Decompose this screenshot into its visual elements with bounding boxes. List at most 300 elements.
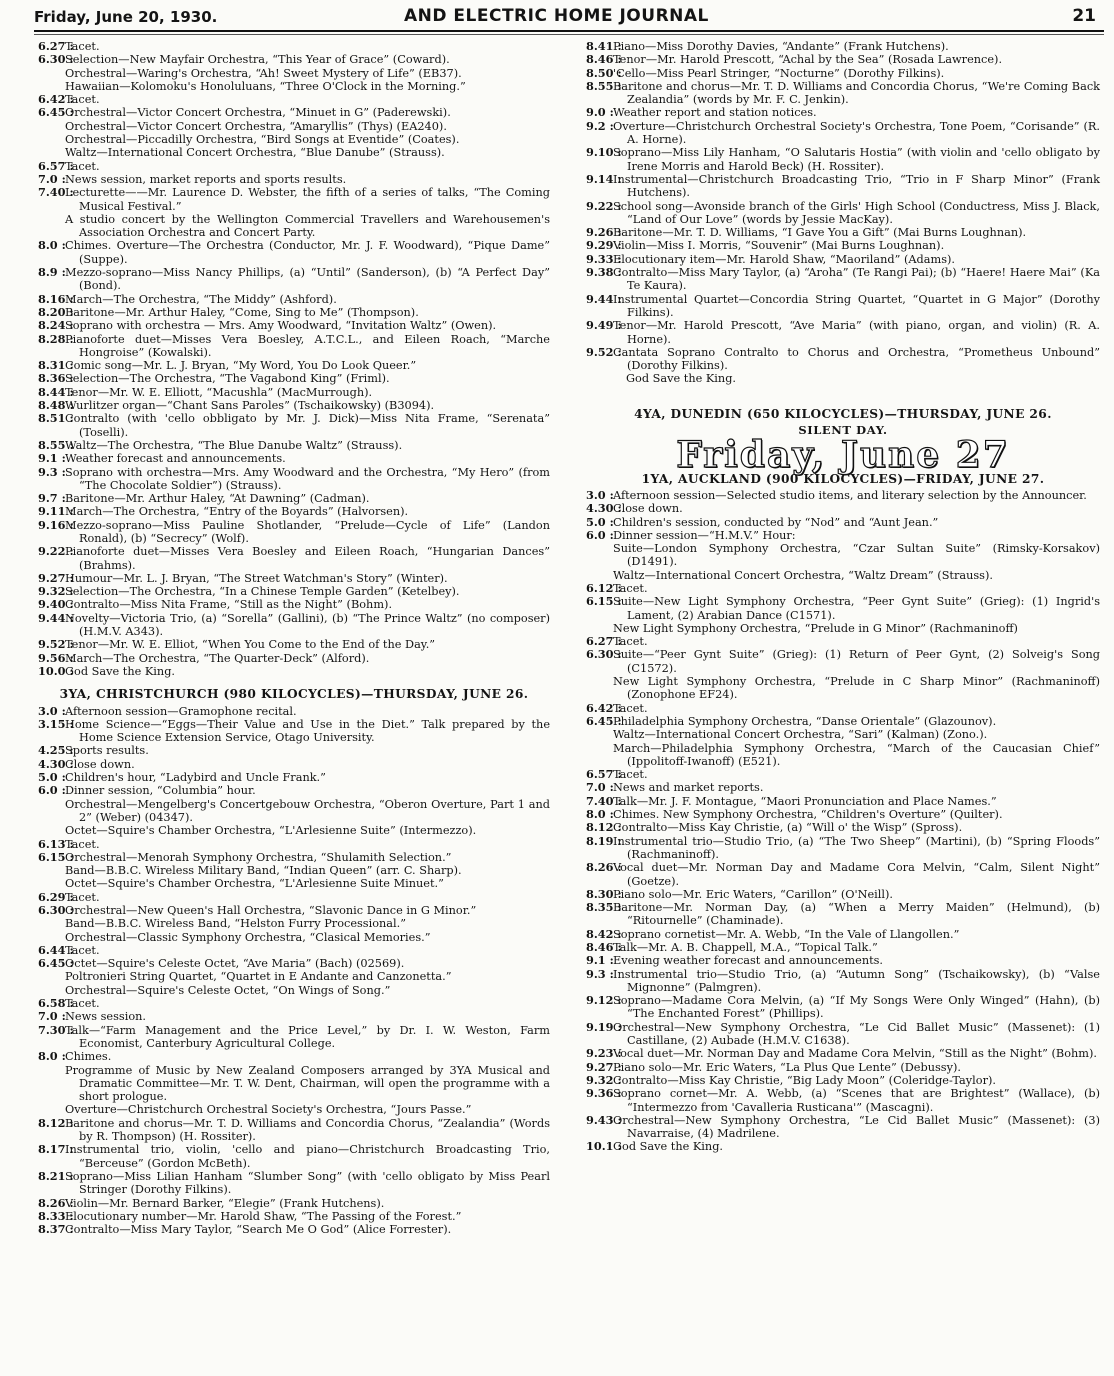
program-entry bbox=[38, 505, 550, 518]
1ya-heading: 1YA, AUCKLAND (900 KILOCYCLES)—FRIDAY, JUNE 27. bbox=[641, 471, 1045, 486]
entry-time: 9.36 : bbox=[586, 1086, 622, 1101]
entry-time: 9.22 : bbox=[38, 544, 74, 559]
god-save-the-king: God Save the King. bbox=[626, 372, 737, 386]
entry-time: 3.0 : bbox=[38, 703, 66, 718]
entry-text: Orchestral—New Symphony Orchestra, “Le Cid Ballet Music” (Massenet): (3) Navarraise, (4) Madrilene. bbox=[613, 1113, 1100, 1141]
entry-time: 6.0 : bbox=[586, 527, 614, 542]
entry-text: Orchestral—Victor Concert Orchestra, “Amaryllis” (Thys) (EA240). bbox=[65, 119, 447, 133]
entry-time: 8.41 : bbox=[586, 39, 622, 53]
entry-text: Evening weather forecast and announcements. bbox=[613, 954, 884, 968]
entry-time: 8.21 : bbox=[38, 1168, 74, 1183]
entry-time: 8.12 : bbox=[38, 1115, 74, 1130]
program-entry bbox=[586, 595, 1100, 635]
entry-time: 6.15 : bbox=[38, 849, 74, 864]
entry-text: Waltz—International Concert Orchestra, “Blue Danube” (Strauss). bbox=[65, 146, 445, 160]
entry-text: Contralto—Miss Kay Christie, (a) “Will o' the Wisp” (Spross). bbox=[613, 821, 963, 835]
program-entry bbox=[38, 1210, 550, 1223]
program-entry bbox=[586, 781, 1100, 794]
entry-text: Selection—New Mayfair Orchestra, “This Year of Grace” (Coward). bbox=[65, 53, 450, 67]
entry-text: Tacet. bbox=[613, 581, 648, 595]
entry-time: 9.14 : bbox=[586, 171, 622, 186]
entry-text: Mezzo-soprano—Miss Pauline Shotlander, “Prelude—Cycle of Life” (Landon Ronald), (b) “Secrecy” (Wolf). bbox=[65, 518, 550, 545]
entry-text: Instrumental trio, violin, 'cello and piano—Christchurch Broadcasting Trio, “Berceuse” (Gordon McBeth). bbox=[65, 1143, 550, 1170]
program-entry bbox=[586, 266, 1100, 293]
entry-text: Violin—Mr. Bernard Barker, “Elegie” (Frank Hutchens). bbox=[65, 1196, 385, 1210]
entry-text: Dinner session, “Columbia” hour. bbox=[65, 784, 256, 798]
entry-time: 9.52 : bbox=[38, 637, 74, 652]
entry-time: 8.46 : bbox=[586, 940, 622, 954]
entry-time: 5.0 : bbox=[38, 770, 66, 785]
entry-time: 9.32 : bbox=[586, 1072, 622, 1087]
entry-text: Piano—Miss Dorothy Davies, “Andante” (Frank Hutchens). bbox=[613, 40, 949, 53]
entry-text: Overture—Christchurch Orchestral Society's Orchestra, Tone Poem, “Corisande” (R. A. Horne). bbox=[613, 119, 1100, 147]
entry-text: Chimes. New Symphony Orchestra, “Children's Overture” (Quilter). bbox=[613, 808, 1003, 822]
program-entry bbox=[586, 888, 1100, 901]
entry-text: Afternoon session—Selected studio items, and literary selection by the Announcer. bbox=[613, 488, 1087, 502]
entry-text: Elocutionary number—Mr. Harold Shaw, “The Passing of the Forest.” bbox=[65, 1209, 462, 1223]
entry-text: Tacet. bbox=[613, 768, 648, 782]
entry-text: Baritone—Mr. Arthur Haley, “Come, Sing to Me” (Thompson). bbox=[65, 305, 419, 319]
entry-text: Orchestral—Piccadilly Orchestra, “Bird Songs at Eventide” (Coates). bbox=[65, 133, 460, 147]
program-entry bbox=[586, 1047, 1100, 1060]
entry-text: Close down. bbox=[613, 502, 683, 516]
3ya-program bbox=[38, 705, 550, 1237]
entry-text: Octet—Squire's Chamber Orchestra, “L'Arlesienne Suite Minuet.” bbox=[65, 877, 444, 891]
header-date: Friday, June 20, 1930. bbox=[34, 8, 218, 26]
entry-text: Pianoforte duet—Misses Vera Boesley, A.T.C.L., and Eileen Roach, “Marche Hongroise” (Kowalski). bbox=[65, 332, 550, 359]
entry-time: 6.45 : bbox=[38, 956, 74, 971]
entry-time: 8.28 : bbox=[38, 331, 74, 346]
program-entry bbox=[586, 941, 1100, 954]
entry-time: 6.30 : bbox=[38, 903, 74, 917]
entry-text: Talk—“Farm Management and the Price Level,” by Dr. I. W. Weston, Farm Economist, Canterbury Agricultural College. bbox=[65, 1023, 550, 1050]
entry-text: Tacet. bbox=[65, 943, 100, 957]
program-entry bbox=[586, 968, 1100, 995]
program-entry bbox=[586, 901, 1100, 928]
entry-text: Talk—Mr. J. F. Montague, “Maori Pronunciation and Place Names.” bbox=[613, 794, 997, 808]
entry-time: 8.0 : bbox=[586, 807, 614, 822]
program-entry bbox=[38, 40, 550, 53]
program-entry bbox=[38, 638, 550, 651]
entry-time: 9.43 : bbox=[586, 1112, 622, 1127]
entry-time: 6.57 : bbox=[586, 767, 622, 782]
program-entry bbox=[38, 466, 550, 493]
program-entry bbox=[38, 997, 550, 1010]
entry-time: 9.27 : bbox=[38, 570, 74, 585]
program-entry bbox=[586, 1087, 1100, 1114]
entry-text: Octet—Squire's Celeste Octet, “Ave Maria” (Bach) (02569). bbox=[65, 957, 405, 971]
entry-text: News session, market reports and sports results. bbox=[65, 172, 347, 186]
entry-time: 9.38 : bbox=[586, 265, 622, 280]
entry-time: 9.1 : bbox=[38, 451, 66, 466]
program-entry bbox=[38, 1197, 550, 1210]
program-entry bbox=[38, 771, 550, 784]
program-entry bbox=[586, 489, 1100, 502]
entry-time: 8.37 : bbox=[38, 1222, 74, 1237]
page-header bbox=[34, 4, 1104, 32]
program-entry bbox=[586, 795, 1100, 808]
program-entry bbox=[586, 702, 1100, 715]
entry-text: Tacet. bbox=[65, 159, 100, 173]
program-entry bbox=[586, 53, 1100, 66]
entry-time: 9.44 : bbox=[38, 610, 74, 625]
entry-text: Close down. bbox=[65, 757, 135, 771]
entry-time: 6.45 : bbox=[38, 105, 74, 120]
program-entry bbox=[38, 1170, 550, 1197]
program-entry bbox=[586, 253, 1100, 266]
entry-time: 6.27 : bbox=[586, 634, 622, 649]
program-entry bbox=[586, 861, 1100, 888]
4ya-heading: 4YA, DUNEDIN (650 KILOCYCLES)—THURSDAY, JUNE 26. bbox=[634, 406, 1052, 421]
program-entry bbox=[586, 293, 1100, 320]
entry-time: 6.30 : bbox=[38, 52, 74, 67]
entry-text: Dinner session—“H.M.V.” Hour: bbox=[613, 528, 796, 542]
entry-text: Soprano—Miss Lily Hanham, “O Salutaris Hostia” (with violin and 'cello obligato by Irene Morris and Harold Beck) (H. Rossiter). bbox=[613, 146, 1100, 173]
entry-text: Children's session, conducted by “Nod” and “Aunt Jean.” bbox=[613, 515, 939, 529]
entry-time: 8.19 : bbox=[586, 833, 622, 848]
entry-text: Instrumental trio—Studio Trio, (a) “Autumn Song” (Tschaikowsky), (b) “Valse Mignonne” (Palmgren). bbox=[613, 967, 1100, 994]
entry-time: 8.0 : bbox=[38, 1049, 66, 1064]
program-entry bbox=[586, 319, 1100, 346]
entry-text: Orchestral—Waring's Orchestra, “Ah! Sweet Mystery of Life” (EB37). bbox=[65, 66, 462, 80]
program-entry bbox=[38, 545, 550, 572]
program-entry bbox=[586, 954, 1100, 967]
entry-text: News and market reports. bbox=[613, 781, 764, 795]
entry-time: 9.32 : bbox=[38, 584, 74, 599]
entry-text: Instrumental—Christchurch Broadcasting Trio, “Trio in F Sharp Minor” (Frank Hutchens). bbox=[613, 172, 1100, 200]
entry-text: Soprano cornet—Mr. A. Webb, (a) “Scenes that are Brightest” (Wallace), (b) “Intermezzo from 'Cavalleria Rusticana'” (Mascagni). bbox=[613, 1087, 1100, 1114]
entry-text: Lecturette——Mr. Laurence D. Webster, the fifth of a series of talks, “The Coming Musical Festival.” bbox=[65, 186, 550, 213]
entry-text: Baritone—Mr. Arthur Haley, “At Dawning” (Cadman). bbox=[65, 492, 370, 506]
entry-time: 9.56 : bbox=[38, 650, 74, 665]
entry-time: 8.17 : bbox=[38, 1142, 74, 1157]
entry-time: 10.1 : bbox=[586, 1139, 622, 1154]
entry-text: Tacet. bbox=[65, 997, 100, 1011]
entry-text: Weather report and station notices. bbox=[613, 106, 817, 120]
program-entry bbox=[38, 718, 550, 745]
entry-text: Programme of Music by New Zealand Composers arranged by 3YA Musical and Dramatic Committee—Mr. T. W. Dent, Chairman, will open the programme with a short prologue. bbox=[65, 1063, 550, 1104]
entry-text: Contralto—Miss Mary Taylor, “Search Me O God” (Alice Forrester). bbox=[65, 1223, 452, 1237]
entry-text: Violin—Miss I. Morris, “Souvenir” (Mai Burns Loughnan). bbox=[613, 239, 945, 253]
entry-text: Orchestral—Victor Concert Orchestra, “Minuet in G” (Paderewski). bbox=[65, 106, 451, 120]
program-entry bbox=[38, 106, 550, 159]
program-entry bbox=[586, 648, 1100, 701]
program-entry bbox=[38, 412, 550, 439]
entry-text: Sports results. bbox=[65, 744, 149, 758]
program-entry bbox=[38, 944, 550, 957]
program-entry bbox=[38, 838, 550, 851]
entry-text: Chimes. Overture—The Orchestra (Conductor, Mr. J. F. Woodward), “Pique Dame” (Suppe). bbox=[65, 239, 550, 266]
entry-text: Piano solo—Mr. Eric Waters, “Carillon” (O'Neill). bbox=[613, 887, 894, 901]
entry-text: Soprano—Madame Cora Melvin, (a) “If My Songs Were Only Winged” (Hahn), (b) “The Enchanted Forest” (Phillips). bbox=[613, 994, 1100, 1021]
entry-time: 6.13 : bbox=[38, 836, 74, 851]
program-entry bbox=[38, 333, 550, 360]
entry-text: Soprano with orchestra—Mrs. Amy Woodward and the Orchestra, “My Hero” (from “The Chocolate Soldier”) (Strauss). bbox=[65, 465, 550, 492]
program-entry bbox=[38, 386, 550, 399]
program-entry bbox=[586, 80, 1100, 107]
entry-time: 3.0 : bbox=[586, 487, 614, 502]
program-entry bbox=[38, 652, 550, 665]
entry-time: 6.42 : bbox=[586, 700, 622, 715]
entry-text: Piano solo—Mr. Eric Waters, “La Plus Que Lente” (Debussy). bbox=[613, 1060, 961, 1074]
entry-time: 6.44 : bbox=[38, 942, 74, 957]
entry-text: Waltz—The Orchestra, “The Blue Danube Waltz” (Strauss). bbox=[65, 438, 403, 452]
program-entry bbox=[38, 585, 550, 598]
entry-time: 7.0 : bbox=[38, 1009, 66, 1024]
entry-time: 9.1 : bbox=[586, 953, 614, 968]
entry-text: Tenor—Mr. Harold Prescott, “Achal by the Sea” (Rosada Lawrence). bbox=[613, 53, 1003, 67]
entry-time: 6.0 : bbox=[38, 783, 66, 798]
program-entry bbox=[38, 399, 550, 412]
program-entry bbox=[38, 306, 550, 319]
entry-text: Vocal duet—Mr. Norman Day and Madame Cora Melvin, “Still as the Night” (Bohm). bbox=[613, 1047, 1097, 1061]
header-rule bbox=[34, 34, 1104, 35]
entry-text: A studio concert by the Wellington Commercial Travellers and Warehousemen's Association Orchestra and Concert Party. bbox=[65, 212, 550, 240]
3ya-program-continued bbox=[586, 40, 1100, 372]
entry-text: New Light Symphony Orchestra, “Prelude in C Sharp Minor” (Rachmaninoff) (Zonophone EF24). bbox=[613, 675, 1100, 702]
entry-text: Octet—Squire's Chamber Orchestra, “L'Arlesienne Suite” (Intermezzo). bbox=[65, 824, 477, 838]
program-entry bbox=[38, 891, 550, 904]
program-entry bbox=[38, 784, 550, 837]
program-entry bbox=[586, 516, 1100, 529]
entry-time: 9.16 : bbox=[38, 517, 74, 532]
entry-time: 8.26 : bbox=[586, 860, 622, 875]
entry-text: Tacet. bbox=[613, 701, 648, 715]
entry-text: Pianoforte duet—Misses Vera Boesley and Eileen Roach, “Hungarian Dances” (Brahms). bbox=[65, 545, 550, 572]
friday-title: Friday, June 27 bbox=[676, 434, 1010, 477]
entry-text: Soprano cornetist—Mr. A. Webb, “In the Vale of Llangollen.” bbox=[613, 927, 960, 941]
entry-time: 9.29 : bbox=[586, 238, 622, 253]
entry-time: 8.26 : bbox=[38, 1195, 74, 1210]
entry-text: Tenor—Mr. W. E. Elliott, “Macushla” (MacMurrough). bbox=[65, 385, 373, 399]
program-entry bbox=[38, 1117, 550, 1144]
entry-time: 8.36 : bbox=[38, 371, 74, 386]
program-entry bbox=[38, 186, 550, 239]
entry-time: 6.30 : bbox=[586, 647, 622, 662]
entry-text: Orchestral—Mengelberg's Concertgebouw Orchestra, “Oberon Overture, Part 1 and 2” (Weber) (04347). bbox=[65, 797, 550, 824]
entry-text: Instrumental Quartet—Concordia String Quartet, “Quartet in G Major” (Dorothy Filkins). bbox=[613, 292, 1100, 319]
entry-text: Baritone and chorus—Mr. T. D. Williams and Concordia Chorus, “Zealandia” (Words by R. Thompson) (H. Rossiter). bbox=[65, 1116, 550, 1144]
program-entry bbox=[38, 1010, 550, 1023]
1ya-program bbox=[586, 489, 1100, 1154]
entry-time: 8.12 : bbox=[586, 820, 622, 835]
entry-time: 9.40 : bbox=[38, 597, 74, 612]
entry-text: Orchestral—New Symphony Orchestra, “Le Cid Ballet Music” (Massenet): (1) Castillane, (2) Aubade (H.M.V. C1638). bbox=[613, 1020, 1100, 1048]
program-entry bbox=[38, 1050, 550, 1116]
program-entry bbox=[38, 439, 550, 452]
program-entry bbox=[38, 492, 550, 505]
program-entry bbox=[586, 1114, 1100, 1141]
entry-time: 8.31 : bbox=[38, 358, 74, 373]
entry-time: 5.0 : bbox=[586, 514, 614, 529]
entry-text: Soprano—Miss Lilian Hanham “Slumber Song” (with 'cello obligato by Miss Pearl Stringer (Dorothy Filkins). bbox=[65, 1169, 550, 1197]
entry-time: 9.0 : bbox=[586, 105, 614, 120]
entry-time: 9.49 : bbox=[586, 318, 622, 333]
program-entry bbox=[38, 1143, 550, 1170]
entry-text: March—The Orchestra, “Entry of the Boyards” (Halvorsen). bbox=[65, 505, 409, 519]
2ya-program-continued bbox=[38, 40, 550, 678]
entry-time: 6.45 : bbox=[586, 713, 622, 728]
program-entry bbox=[38, 160, 550, 173]
entry-time: 10.0 : bbox=[38, 663, 74, 678]
program-entry bbox=[586, 346, 1100, 373]
program-entry bbox=[38, 359, 550, 372]
entry-time: 8.9 : bbox=[38, 265, 66, 280]
entry-text: Comic song—Mr. L. J. Bryan, “My Word, You Do Look Queer.” bbox=[65, 359, 417, 373]
entry-text: Tenor—Mr. W. E. Elliot, “When You Come to the End of the Day.” bbox=[65, 638, 436, 652]
entry-text: Vocal duet—Mr. Norman Day and Madame Cora Melvin, “Calm, Silent Night” (Goetze). bbox=[613, 861, 1100, 888]
entry-text: Instrumental trio—Studio Trio, (a) “The Two Sheep” (Martini), (b) “Spring Floods” (Rachmaninoff). bbox=[613, 834, 1100, 861]
entry-text: Elocutionary item—Mr. Harold Shaw, “Maoriland” (Adams). bbox=[613, 252, 955, 266]
program-entry bbox=[38, 519, 550, 546]
entry-time: 3.15 : bbox=[38, 716, 74, 731]
entry-text: Waltz—International Concert Orchestra, “Sari” (Kalman) (Zono.). bbox=[613, 728, 988, 742]
program-entry bbox=[38, 173, 550, 186]
program-entry bbox=[586, 120, 1100, 147]
entry-text: Tacet. bbox=[65, 890, 100, 904]
entry-time: 9.19 : bbox=[586, 1019, 622, 1034]
program-entry bbox=[38, 93, 550, 106]
entry-text: Contralto—Miss Mary Taylor, (a) “Aroha” (Te Rangi Pai); (b) “Haere! Haere Mai” (Ka Te Kaura). bbox=[613, 266, 1100, 293]
entry-time: 7.40 : bbox=[38, 185, 74, 200]
program-entry bbox=[586, 821, 1100, 834]
program-entry bbox=[38, 612, 550, 639]
entry-time: 7.30 : bbox=[38, 1022, 74, 1037]
program-entry bbox=[586, 146, 1100, 173]
entry-text: School song—Avonside branch of the Girls' High School (Conductress, Miss J. Black, “Land of Our Love” (words by Jessie MacKay). bbox=[613, 199, 1100, 226]
program-entry bbox=[38, 1024, 550, 1051]
entry-time: 8.55 : bbox=[586, 78, 622, 93]
program-entry bbox=[586, 67, 1100, 80]
entry-time: 9.52 : bbox=[586, 344, 622, 359]
entry-text: Humour—Mr. L. J. Bryan, “The Street Watchman's Story” (Winter). bbox=[65, 571, 448, 585]
entry-text: Cantata Soprano Contralto to Chorus and Orchestra, “Prometheus Unbound” (Dorothy Filkins). bbox=[613, 345, 1100, 373]
entry-text: Band—B.B.C. Wireless Band, “Helston Furry Processional.” bbox=[65, 917, 407, 931]
program-entry bbox=[38, 904, 550, 944]
entry-time: 8.20 : bbox=[38, 304, 74, 319]
entry-time: 9.26 : bbox=[586, 225, 622, 240]
program-entry bbox=[38, 319, 550, 332]
program-entry bbox=[586, 835, 1100, 862]
program-entry bbox=[586, 40, 1100, 53]
entry-text: Talk—Mr. A. B. Chappell, M.A., “Topical Talk.” bbox=[613, 941, 878, 954]
entry-text: Selection—The Orchestra, “In a Chinese Temple Garden” (Ketelbey). bbox=[65, 585, 460, 599]
entry-text: God Save the King. bbox=[613, 1140, 724, 1154]
entry-text: Orchestral—New Queen's Hall Orchestra, “Slavonic Dance in G Minor.” bbox=[65, 904, 477, 917]
entry-text: Chimes. bbox=[65, 1050, 112, 1064]
entry-text: Tacet. bbox=[65, 93, 100, 107]
entry-text: News session. bbox=[65, 1010, 146, 1024]
program-entry bbox=[38, 1223, 550, 1236]
entry-time: 9.2 : bbox=[586, 118, 614, 133]
program-entry bbox=[586, 226, 1100, 239]
entry-text: Tacet. bbox=[613, 635, 648, 649]
program-entry bbox=[38, 957, 550, 997]
entry-time: 4.30 : bbox=[586, 501, 622, 516]
page-number: 21 bbox=[1072, 6, 1096, 26]
program-entry bbox=[38, 53, 550, 93]
program-entry bbox=[586, 1061, 1100, 1074]
entry-text: 'Cello—Miss Pearl Stringer, “Nocturne” (Dorothy Filkins). bbox=[613, 66, 945, 80]
program-entry bbox=[586, 928, 1100, 941]
program-entry bbox=[38, 758, 550, 771]
entry-text: Home Science—“Eggs—Their Value and Use in the Diet.” Talk prepared by the Home Science Extension Service, Otago University. bbox=[65, 717, 550, 745]
entry-time: 9.44 : bbox=[586, 291, 622, 306]
entry-time: 9.22 : bbox=[586, 198, 622, 213]
program-entry bbox=[38, 452, 550, 465]
entry-text: Tacet. bbox=[65, 40, 100, 53]
entry-text: Suite—London Symphony Orchestra, “Czar Sultan Suite” (Rimsky-Korsakov) (D1491). bbox=[613, 542, 1100, 569]
entry-time: 8.35 : bbox=[586, 900, 622, 915]
program-entry bbox=[586, 1074, 1100, 1087]
entry-text: Soprano with orchestra — Mrs. Amy Woodward, “Invitation Waltz” (Owen). bbox=[65, 319, 497, 333]
program-entry bbox=[38, 572, 550, 585]
program-entry bbox=[38, 239, 550, 266]
entry-time: 6.58 : bbox=[38, 996, 74, 1011]
entry-text: New Light Symphony Orchestra, “Prelude in G Minor” (Rachmaninoff) bbox=[613, 621, 1018, 635]
entry-time: 9.12 : bbox=[586, 993, 622, 1008]
entry-time: 9.3 : bbox=[38, 464, 66, 479]
entry-text: Orchestral—Menorah Symphony Orchestra, “Shulamith Selection.” bbox=[65, 850, 452, 864]
entry-text: Poltronieri String Quartet, “Quartet in E Andante and Canzonetta.” bbox=[65, 970, 452, 984]
program-entry bbox=[38, 705, 550, 718]
entry-text: Suite—New Light Symphony Orchestra, “Peer Gynt Suite” (Grieg): (1) Ingrid's Lament, (2) Arabian Dance (C1571). bbox=[613, 595, 1100, 622]
entry-text: God Save the King. bbox=[65, 664, 176, 678]
program-entry bbox=[38, 665, 550, 678]
program-entry bbox=[586, 502, 1100, 515]
entry-time: 7.40 : bbox=[586, 793, 622, 808]
entry-time: 8.55 : bbox=[38, 437, 74, 452]
program-entry bbox=[38, 598, 550, 611]
entry-time: 8.48 : bbox=[38, 398, 74, 413]
entry-time: 9.7 : bbox=[38, 491, 66, 506]
program-entry bbox=[38, 293, 550, 306]
entry-time: 8.42 : bbox=[586, 926, 622, 941]
entry-time: 4.30 : bbox=[38, 756, 74, 771]
entry-time: 6.42 : bbox=[38, 92, 74, 107]
entry-text: Philadelphia Symphony Orchestra, “Danse Orientale” (Glazounov). bbox=[613, 714, 997, 728]
program-entry bbox=[586, 1021, 1100, 1048]
entry-text: Novelty—Victoria Trio, (a) “Sorella” (Gallini), (b) “The Prince Waltz” (no composer) (H.M.V. A343). bbox=[65, 611, 550, 639]
program-entry bbox=[586, 635, 1100, 648]
entry-text: Weather forecast and announcements. bbox=[65, 452, 286, 466]
entry-time: 9.11 : bbox=[38, 504, 74, 519]
entry-text: Children's hour, “Ladybird and Uncle Frank.” bbox=[65, 771, 326, 785]
entry-time: 8.50 : bbox=[586, 65, 622, 80]
right-column bbox=[586, 40, 1100, 1154]
program-entry bbox=[38, 851, 550, 891]
entry-text: Contralto (with 'cello obbligato by Mr. J. Dick)—Miss Nita Frame, “Serenata” (Toselli). bbox=[65, 412, 550, 439]
entry-text: Tenor—Mr. Harold Prescott, “Ave Maria” (with piano, organ, and violin) (R. A. Horne). bbox=[613, 319, 1100, 346]
program-entry bbox=[586, 1140, 1100, 1153]
entry-text: Waltz—International Concert Orchestra, “Waltz Dream” (Strauss). bbox=[613, 568, 993, 582]
entry-time: 6.27 : bbox=[38, 39, 74, 53]
entry-time: 9.3 : bbox=[586, 966, 614, 981]
entry-text: Mezzo-soprano—Miss Nancy Phillips, (a) “Until” (Sanderson), (b) “A Perfect Day” (Bond). bbox=[65, 266, 550, 293]
entry-text: Orchestral—Classic Symphony Orchestra, “Clasical Memories.” bbox=[65, 930, 431, 944]
entry-time: 8.24 : bbox=[38, 318, 74, 333]
entry-text: Overture—Christchurch Orchestral Society's Orchestra, “Jours Passe.” bbox=[65, 1103, 472, 1117]
program-entry bbox=[586, 808, 1100, 821]
entry-text: Hawaiian—Kolomoku's Honoluluans, “Three O'Clock in the Morning.” bbox=[65, 79, 466, 93]
program-entry bbox=[586, 994, 1100, 1021]
entry-text: Selection—The Orchestra, “The Vagabond King” (Friml). bbox=[65, 372, 390, 386]
program-entry bbox=[586, 582, 1100, 595]
entry-time: 8.51 : bbox=[38, 411, 74, 426]
3ya-heading: 3YA, CHRISTCHURCH (980 KILOCYCLES)—THURSDAY, JUNE 26. bbox=[59, 687, 529, 702]
program-entry bbox=[38, 372, 550, 385]
program-entry bbox=[586, 239, 1100, 252]
